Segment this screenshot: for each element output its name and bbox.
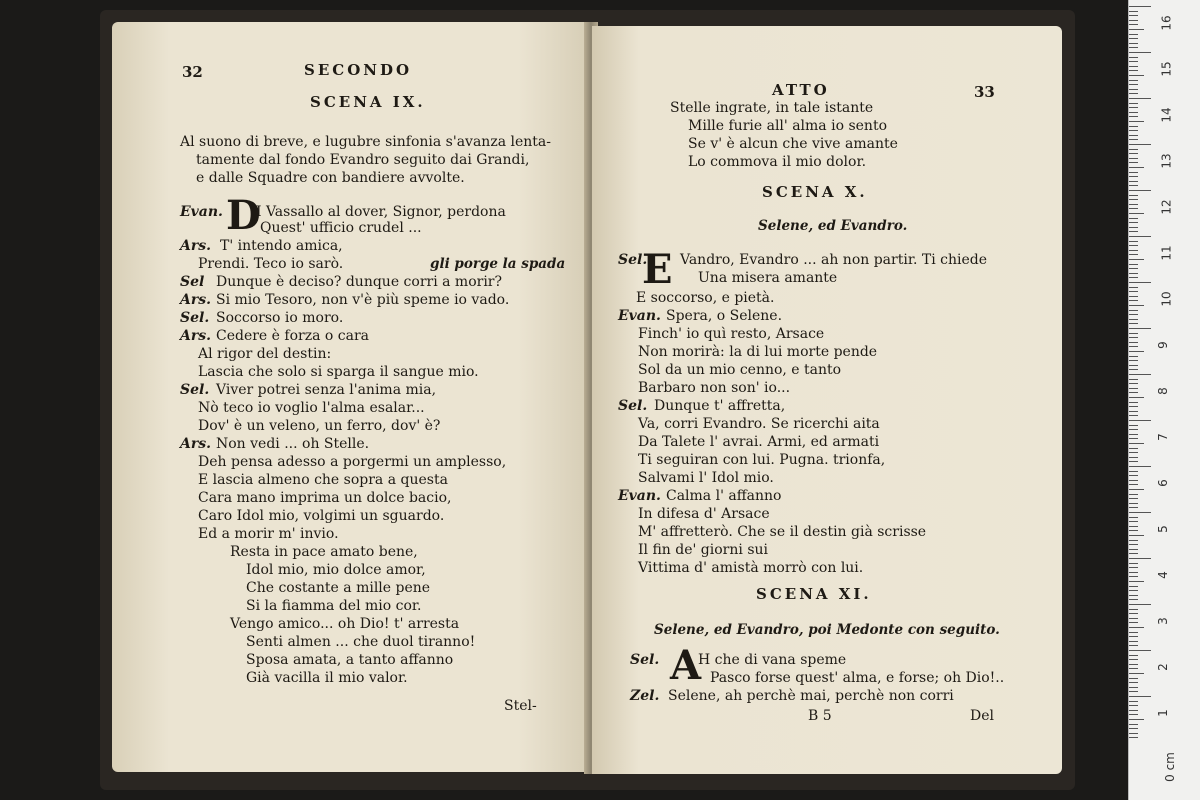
ruler-tick xyxy=(1129,719,1144,720)
speaker-name: Sel. xyxy=(618,252,648,268)
speaker-name: Sel. xyxy=(180,310,210,326)
aria-line: Resta in pace amato bene, xyxy=(230,544,418,560)
ruler-number: 5 xyxy=(1155,525,1170,533)
ruler-tick xyxy=(1129,107,1138,108)
ruler-tick xyxy=(1129,494,1138,495)
ruler-tick xyxy=(1129,701,1138,702)
ruler-tick xyxy=(1129,116,1138,117)
page-number-left: 32 xyxy=(182,63,203,81)
line-text: Selene, ah perchè mai, perchè non corri xyxy=(668,688,954,704)
ruler-tick xyxy=(1129,507,1138,508)
ruler-tick xyxy=(1129,576,1138,577)
dialogue-line xyxy=(180,274,503,290)
dialogue-line: Caro Idol mio, volgimi un sguardo. xyxy=(198,508,445,524)
dialogue-line: Ti seguiran con lui. Pugna. trionfa, xyxy=(638,452,886,468)
ruler-tick xyxy=(1129,245,1138,246)
measuring-ruler xyxy=(1128,0,1200,800)
ruler-tick xyxy=(1129,645,1138,646)
ruler-tick xyxy=(1129,379,1138,380)
page-number-right: 33 xyxy=(974,83,995,101)
dialogue-line: Da Talete l' avrai. Armi, ed armati xyxy=(638,434,880,450)
ruler-tick xyxy=(1129,710,1138,711)
dialogue-line: Al rigor del destin: xyxy=(198,346,332,362)
ruler-tick xyxy=(1129,89,1138,90)
ruler-tick xyxy=(1129,254,1138,255)
signature-mark: B 5 xyxy=(808,708,832,724)
dialogue-line: Prendi. Teco io sarò. xyxy=(198,256,344,272)
ruler-tick xyxy=(1129,687,1138,688)
ruler-tick xyxy=(1129,622,1138,623)
dialogue-line xyxy=(180,292,510,308)
speaker-name: Zel. xyxy=(630,688,660,704)
left-page xyxy=(112,22,590,772)
ruler-tick xyxy=(1129,135,1138,136)
ruler-tick xyxy=(1129,425,1138,426)
ruler-tick xyxy=(1129,259,1144,260)
ruler-tick xyxy=(1129,406,1138,407)
ruler-tick xyxy=(1129,567,1138,568)
ruler-tick xyxy=(1129,236,1151,237)
ruler-tick xyxy=(1129,714,1138,715)
line-text: I Vassallo al dover, Signor, perdona xyxy=(256,204,506,220)
ruler-tick xyxy=(1129,461,1138,462)
ruler-tick xyxy=(1129,342,1138,343)
dialogue-line xyxy=(618,398,786,414)
ruler-tick xyxy=(1129,162,1138,163)
ruler-tick xyxy=(1129,112,1138,113)
dialogue-line: Va, corri Evandro. Se ricerchi aita xyxy=(638,416,880,432)
ruler-tick xyxy=(1129,264,1138,265)
ruler-tick xyxy=(1129,218,1138,219)
ruler-tick xyxy=(1129,369,1138,370)
aria-line: Idol mio, mio dolce amor, xyxy=(246,562,426,578)
ruler-tick xyxy=(1129,604,1151,605)
ruler-tick xyxy=(1129,70,1138,71)
ruler-number: 6 xyxy=(1155,479,1170,487)
ruler-tick xyxy=(1129,103,1138,104)
ruler-tick xyxy=(1129,402,1138,403)
ruler-tick xyxy=(1129,346,1138,347)
speaker-name: Evan. xyxy=(618,488,661,504)
dialogue-line xyxy=(180,204,506,220)
ruler-tick xyxy=(1129,282,1151,283)
ruler-tick xyxy=(1129,526,1138,527)
aria-line: Sposa amata, a tanto affanno xyxy=(246,652,454,668)
stage-direction-line: e dalle Squadre con bandiere avvolte. xyxy=(196,170,465,186)
dialogue-line xyxy=(180,436,370,452)
ruler-tick xyxy=(1129,411,1138,412)
ruler-tick xyxy=(1129,310,1138,311)
ruler-tick xyxy=(1129,388,1138,389)
ruler-tick xyxy=(1129,563,1138,564)
ruler-tick xyxy=(1129,80,1138,81)
aria-line: Senti almen ... che duol tiranno! xyxy=(246,634,476,650)
dialogue-line: In difesa d' Arsace xyxy=(638,506,770,522)
ruler-tick xyxy=(1129,383,1138,384)
speaker-name: Sel xyxy=(180,274,205,290)
dialogue-line: Deh pensa adesso a porgermi un amplesso, xyxy=(198,454,507,470)
dialogue-line xyxy=(630,652,847,668)
ruler-tick xyxy=(1129,121,1144,122)
running-header-left: SECONDO xyxy=(304,61,413,79)
dialogue-line: Cara mano imprima un dolce bacio, xyxy=(198,490,452,506)
ruler-tick xyxy=(1129,360,1138,361)
ruler-tick xyxy=(1129,199,1138,200)
line-text: Si mio Tesoro, non v'è più speme io vado. xyxy=(216,292,510,308)
ruler-number: 7 xyxy=(1155,433,1170,441)
dialogue-line: Nò teco io voglio l'alma esalar... xyxy=(198,400,425,416)
ruler-tick xyxy=(1129,420,1151,421)
dialogue-line xyxy=(180,328,369,344)
speaker-name: Ars. xyxy=(180,436,211,452)
verse-line: Se v' è alcun che vive amante xyxy=(688,136,898,152)
ruler-tick xyxy=(1129,287,1138,288)
ruler-tick xyxy=(1129,227,1138,228)
ruler-tick xyxy=(1129,47,1138,48)
ruler-tick xyxy=(1129,185,1138,186)
ruler-tick xyxy=(1129,190,1151,191)
scene-xi-title: SCENA XI. xyxy=(756,585,872,603)
dialogue-line xyxy=(618,252,988,268)
ruler-number: 1 xyxy=(1155,709,1170,717)
dialogue-line: Pasco forse quest' alma, e forse; oh Dio!.. xyxy=(710,670,1005,686)
dialogue-line xyxy=(630,688,954,704)
stage-direction-line: Al suono di breve, e lugubre sinfonia s'avanza lenta- xyxy=(180,134,551,150)
ruler-number: 14 xyxy=(1159,107,1174,123)
ruler-tick xyxy=(1129,489,1144,490)
dialogue-line: Una misera amante xyxy=(698,270,838,286)
ruler-tick xyxy=(1129,52,1151,53)
dialogue-line: E lascia almeno che sopra a questa xyxy=(198,472,448,488)
ruler-tick xyxy=(1129,84,1138,85)
line-text: Cedere è forza o cara xyxy=(216,328,369,344)
aria-line: Si la fiamma del mio cor. xyxy=(246,598,422,614)
ruler-tick xyxy=(1129,682,1138,683)
ruler-tick xyxy=(1129,705,1138,706)
ruler-tick xyxy=(1129,415,1138,416)
ruler-tick xyxy=(1129,24,1138,25)
ruler-tick xyxy=(1129,586,1138,587)
dialogue-line: Ed a morir m' invio. xyxy=(198,526,339,542)
ruler-tick xyxy=(1129,268,1138,269)
ruler-number: 9 xyxy=(1155,341,1170,349)
ruler-tick xyxy=(1129,172,1138,173)
ruler-tick xyxy=(1129,328,1151,329)
speaker-name: Sel. xyxy=(630,652,660,668)
ruler-tick xyxy=(1129,231,1138,232)
aria-line: Vengo amico... oh Dio! t' arresta xyxy=(230,616,460,632)
ruler-tick xyxy=(1129,6,1151,7)
line-text: Vandro, Evandro ... ah non partir. Ti chiede xyxy=(680,252,988,268)
verse-line: Lo commova il mio dolor. xyxy=(688,154,867,170)
ruler-tick xyxy=(1129,365,1138,366)
ruler-tick xyxy=(1129,130,1138,131)
ruler-tick xyxy=(1129,724,1138,725)
catchword-left: Stel- xyxy=(504,698,537,714)
ruler-tick xyxy=(1129,144,1151,145)
verse-line: Mille furie all' alma io sento xyxy=(688,118,888,134)
speaker-name: Evan. xyxy=(180,204,223,220)
ruler-tick xyxy=(1129,599,1138,600)
ruler-tick xyxy=(1129,484,1138,485)
line-text: Soccorso io moro. xyxy=(216,310,344,326)
dialogue-line: Dov' è un veleno, un ferro, dov' è? xyxy=(198,418,441,434)
speaker-name: Sel. xyxy=(180,382,210,398)
dialogue-line xyxy=(618,488,782,504)
dialogue-line: Quest' ufficio crudel ... xyxy=(260,220,422,236)
ruler-tick xyxy=(1129,696,1151,697)
ruler-tick xyxy=(1129,434,1138,435)
ruler-tick xyxy=(1129,471,1138,472)
speaker-name: Ars. xyxy=(180,238,211,254)
ruler-tick xyxy=(1129,627,1144,628)
line-text: Dunque t' affretta, xyxy=(654,398,786,414)
ruler-tick xyxy=(1129,126,1138,127)
dialogue-line: Sol da un mio cenno, e tanto xyxy=(638,362,842,378)
ruler-tick xyxy=(1129,678,1138,679)
running-header-right: ATTO xyxy=(772,81,830,99)
dialogue-line: Non morirà: la di lui morte pende xyxy=(638,344,878,360)
ruler-tick xyxy=(1129,429,1138,430)
ruler-tick xyxy=(1129,333,1138,334)
ruler-tick xyxy=(1129,66,1138,67)
ruler-tick xyxy=(1129,277,1138,278)
dialogue-line: Barbaro non son' io... xyxy=(638,380,791,396)
ruler-tick xyxy=(1129,43,1138,44)
speaker-name: Ars. xyxy=(180,292,211,308)
ruler-tick xyxy=(1129,195,1138,196)
ruler-tick xyxy=(1129,15,1138,16)
ruler-tick xyxy=(1129,728,1138,729)
ruler-tick xyxy=(1129,20,1138,21)
ruler-tick xyxy=(1129,521,1138,522)
ruler-tick xyxy=(1129,176,1138,177)
ruler-tick xyxy=(1129,609,1138,610)
dialogue-line: Finch' io quì resto, Arsace xyxy=(638,326,825,342)
ruler-tick xyxy=(1129,466,1151,467)
ruler-number: 10 xyxy=(1159,291,1174,307)
ruler-tick xyxy=(1129,553,1138,554)
ruler-tick xyxy=(1129,291,1138,292)
ruler-tick xyxy=(1129,443,1144,444)
ruler-tick xyxy=(1129,673,1144,674)
ruler-tick xyxy=(1129,544,1138,545)
ruler-tick xyxy=(1129,475,1138,476)
ruler-tick xyxy=(1129,737,1138,738)
speaker-name: Sel. xyxy=(618,398,648,414)
ruler-tick xyxy=(1129,438,1138,439)
ruler-tick xyxy=(1129,636,1138,637)
ruler-tick xyxy=(1129,535,1144,536)
ruler-tick xyxy=(1129,530,1138,531)
dialogue-line xyxy=(180,238,343,254)
ruler-tick xyxy=(1129,273,1138,274)
ruler-tick xyxy=(1129,733,1138,734)
ruler-tick xyxy=(1129,581,1144,582)
line-text: Spera, o Selene. xyxy=(666,308,783,324)
ruler-tick xyxy=(1129,650,1151,651)
ruler-tick xyxy=(1129,75,1144,76)
ruler-tick xyxy=(1129,480,1138,481)
ruler-tick xyxy=(1129,517,1138,518)
ruler-tick xyxy=(1129,351,1144,352)
ruler-number: 16 xyxy=(1159,15,1174,31)
ruler-unit-label: 0 cm xyxy=(1162,752,1177,782)
speaker-name: Ars. xyxy=(180,328,211,344)
ruler-tick xyxy=(1129,397,1144,398)
ruler-tick xyxy=(1129,659,1138,660)
ruler-number: 8 xyxy=(1155,387,1170,395)
ruler-tick xyxy=(1129,668,1138,669)
aria-line: Già vacilla il mio valor. xyxy=(246,670,408,686)
ruler-tick xyxy=(1129,664,1138,665)
ruler-tick xyxy=(1129,296,1138,297)
ruler-tick xyxy=(1129,98,1151,99)
line-text: Non vedi ... oh Stelle. xyxy=(216,436,370,452)
dialogue-line: Lascia che solo si sparga il sangue mio. xyxy=(198,364,479,380)
dialogue-line: Vittima d' amistà morrò con lui. xyxy=(638,560,864,576)
ruler-tick xyxy=(1129,356,1138,357)
ruler-tick xyxy=(1129,503,1138,504)
ruler-tick xyxy=(1129,549,1138,550)
scene-x-characters: Selene, ed Evandro. xyxy=(758,218,908,234)
right-page xyxy=(592,26,1062,774)
ruler-number: 4 xyxy=(1155,571,1170,579)
ruler-tick xyxy=(1129,337,1138,338)
ruler-tick xyxy=(1129,632,1138,633)
ruler-tick xyxy=(1129,149,1138,150)
ruler-tick xyxy=(1129,38,1138,39)
dialogue-line xyxy=(180,382,437,398)
ruler-number: 11 xyxy=(1159,245,1174,261)
catchword-right: Del xyxy=(970,708,994,724)
stage-direction-line: tamente dal fondo Evandro seguito dai Grandi, xyxy=(196,152,530,168)
ruler-tick xyxy=(1129,305,1144,306)
line-text: T' intendo amica, xyxy=(220,238,343,254)
ruler-number: 15 xyxy=(1159,61,1174,77)
aside-direction: gli porge la spada xyxy=(430,256,566,272)
ruler-tick xyxy=(1129,11,1138,12)
scene-title: SCENA IX. xyxy=(310,93,426,111)
drop-cap: A xyxy=(670,642,702,689)
ruler-number: 13 xyxy=(1159,153,1174,169)
ruler-tick xyxy=(1129,613,1138,614)
ruler-tick xyxy=(1129,158,1138,159)
ruler-tick xyxy=(1129,540,1138,541)
ruler-tick xyxy=(1129,618,1138,619)
ruler-tick xyxy=(1129,319,1138,320)
ruler-tick xyxy=(1129,457,1138,458)
ruler-tick xyxy=(1129,57,1138,58)
line-text: Dunque è deciso? dunque corri a morir? xyxy=(216,274,503,290)
ruler-tick xyxy=(1129,590,1138,591)
ruler-number: 2 xyxy=(1155,663,1170,671)
ruler-tick xyxy=(1129,498,1138,499)
ruler-tick xyxy=(1129,448,1138,449)
ruler-tick xyxy=(1129,655,1138,656)
ruler-tick xyxy=(1129,314,1138,315)
dialogue-line: Salvami l' Idol mio. xyxy=(638,470,774,486)
ruler-tick xyxy=(1129,558,1151,559)
ruler-tick xyxy=(1129,572,1138,573)
ruler-tick xyxy=(1129,93,1138,94)
ruler-tick xyxy=(1129,452,1138,453)
dialogue-line xyxy=(618,308,783,324)
dialogue-line xyxy=(180,310,344,326)
ruler-tick xyxy=(1129,181,1138,182)
scene-xi-characters: Selene, ed Evandro, poi Medonte con seguito. xyxy=(654,622,1000,638)
dialogue-line: M' affretterò. Che se il destin già scrisse xyxy=(638,524,927,540)
ruler-tick xyxy=(1129,241,1138,242)
ruler-number: 3 xyxy=(1155,617,1170,625)
line-text: Viver potrei senza l'anima mia, xyxy=(216,382,437,398)
ruler-tick xyxy=(1129,204,1138,205)
ruler-tick xyxy=(1129,29,1144,30)
ruler-tick xyxy=(1129,595,1138,596)
ruler-tick xyxy=(1129,222,1138,223)
ruler-tick xyxy=(1129,208,1138,209)
dialogue-line: E soccorso, e pietà. xyxy=(636,290,775,306)
aria-line: Che costante a mille pene xyxy=(246,580,431,596)
ruler-tick xyxy=(1129,61,1138,62)
ruler-tick xyxy=(1129,641,1138,642)
dialogue-line: Il fin de' giorni sui xyxy=(638,542,768,558)
ruler-tick xyxy=(1129,34,1138,35)
drop-cap: E xyxy=(642,246,673,293)
ruler-tick xyxy=(1129,300,1138,301)
ruler-tick xyxy=(1129,139,1138,140)
ruler-tick xyxy=(1129,392,1138,393)
speaker-name: Evan. xyxy=(618,308,661,324)
ruler-tick xyxy=(1129,153,1138,154)
ruler-tick xyxy=(1129,512,1151,513)
ruler-tick xyxy=(1129,323,1138,324)
ruler-tick xyxy=(1129,374,1151,375)
ruler-tick xyxy=(1129,250,1138,251)
line-text: Calma l' affanno xyxy=(666,488,782,504)
drop-cap: D xyxy=(226,192,261,239)
line-text: H che di vana speme xyxy=(698,652,847,668)
ruler-tick xyxy=(1129,691,1138,692)
ruler-tick xyxy=(1129,213,1144,214)
ruler-tick xyxy=(1129,167,1144,168)
scene-x-title: SCENA X. xyxy=(762,183,868,201)
verse-line: Stelle ingrate, in tale istante xyxy=(670,100,874,116)
ruler-number: 12 xyxy=(1159,199,1174,215)
